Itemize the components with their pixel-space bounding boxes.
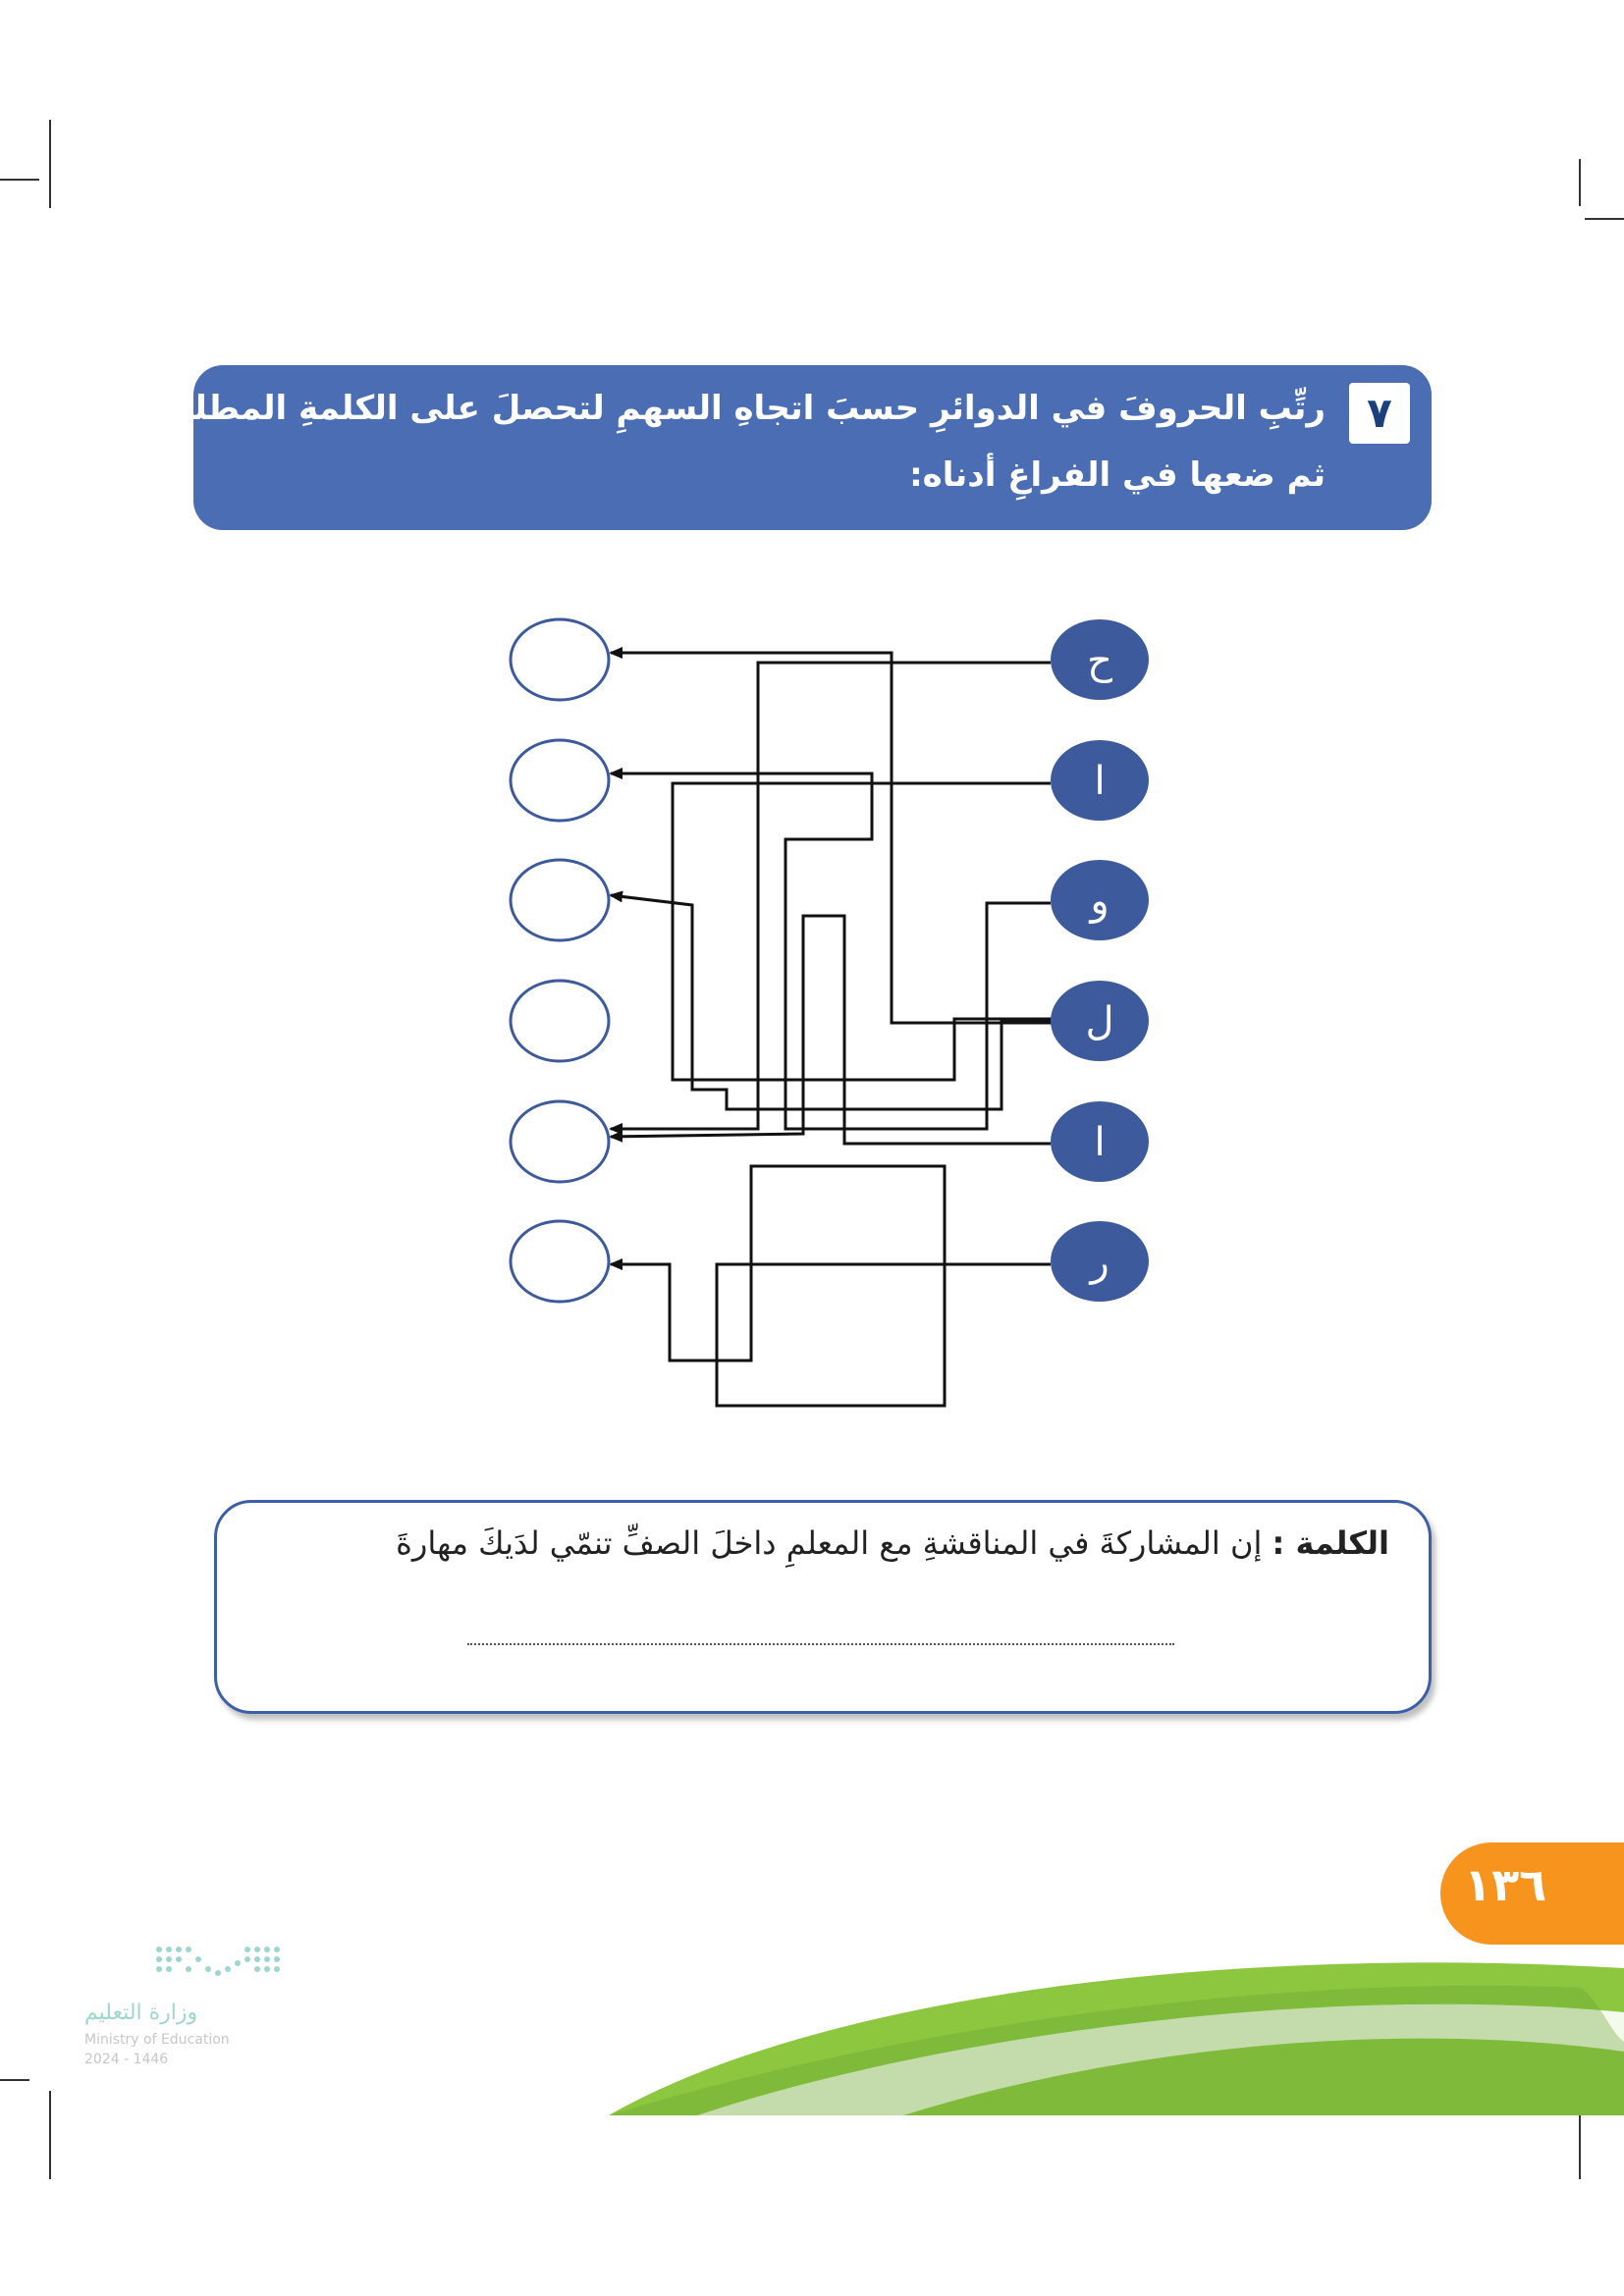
arrow-maze-puzzle [491, 599, 1178, 1423]
letter-4: ل [1085, 999, 1114, 1044]
answer-box [214, 1500, 1432, 1714]
crop-mark [49, 120, 51, 208]
answer-circle-5 [511, 1101, 609, 1182]
answer-circle-6 [511, 1221, 609, 1302]
answer-sentence-text: إن المشاركةَ في المناقشةِ مع المعلمِ داخلَ الصفِّ تنمّي لدَيكَ مهارةَ [396, 1524, 1263, 1562]
answer-circle-2 [511, 740, 609, 821]
crop-mark [0, 179, 39, 181]
question-text-line-2: ثم ضعها في الفراغِ أدناه: [909, 455, 1326, 495]
crop-mark [1585, 218, 1624, 220]
maze-path-3 [611, 774, 1051, 1129]
page-number: ١٣٦ [1464, 1858, 1547, 1911]
letter-circles [1051, 619, 1149, 1302]
ministry-name-english: Ministry of Education [84, 2032, 230, 2048]
empty-answer-circles [511, 619, 609, 1302]
answer-keyword: الكلمة : [1272, 1524, 1389, 1562]
letter-3: و [1090, 879, 1110, 924]
letter-1: ح [1087, 638, 1112, 683]
maze-path-4 [611, 895, 1051, 1109]
answer-circle-3 [511, 860, 609, 940]
decorative-wave [609, 1944, 1624, 2120]
answer-circle-1 [511, 619, 609, 700]
crop-mark [49, 2091, 51, 2179]
maze-path-2 [611, 653, 1102, 1080]
page-number-tab [1440, 1842, 1624, 1945]
crop-mark [0, 2079, 29, 2081]
question-banner [128, 365, 1432, 530]
question-number: ٧ [1349, 383, 1410, 444]
crop-mark [1579, 159, 1581, 206]
ministry-year: 2024 - 1446 [84, 2052, 169, 2067]
answer-sentence [396, 1524, 1389, 1562]
question-text-line-1: رتِّبِ الحروفَ في الدوائرِ حسبَ اتجاهِ السهمِ لتحصلَ على الكلمةِ المطلوبةِ، [128, 389, 1326, 428]
letter-2: ا [1094, 759, 1106, 804]
maze-paths [611, 653, 1102, 1406]
maze-path-6 [611, 1166, 1051, 1406]
ministry-logo-dots-icon [84, 1944, 300, 1993]
ministry-logo [84, 1944, 300, 2067]
maze-path-1 [611, 663, 1051, 1129]
letter-5: ا [1094, 1120, 1106, 1165]
answer-blank-line[interactable] [467, 1643, 1174, 1645]
ministry-name-arabic: وزارة التعليم [84, 2001, 198, 2025]
answer-circle-4 [511, 981, 609, 1061]
letter-6: ر [1090, 1240, 1110, 1285]
